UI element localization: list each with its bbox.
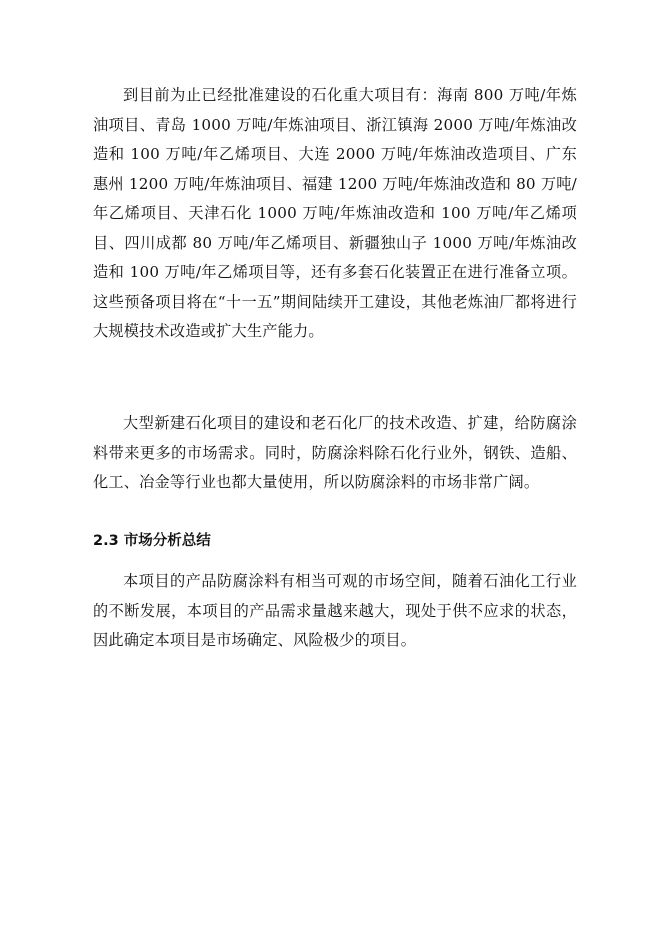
body-paragraph-approved-projects: 到目前为止已经批准建设的石化重大项目有：海南 800 万吨/年炼油项目、青岛 1000 万吨/年炼油项目、浙江镇海 2000 万吨/年炼油改造和 100 万吨/年乙烯项目、大连 2000 万吨/年炼油改造项目、广东惠州 1200 万吨/年炼油项目、福建 1200 万吨/年炼油改造和 80 万吨/年乙烯项目、天津石化 1000 万吨/年炼油改造和 100 万吨/年乙烯项目、四川成都 80 万吨/年乙烯项目、新疆独山子 1000 万吨/年炼油改造和 100 万吨/年乙烯项目等，还有多套石化装置正在进行准备立项。这些预备项目将在“十一五”期间陆续开工建设，其他老炼油厂都将进行大规模技术改造或扩大生产能力。	[93, 86, 577, 340]
section-heading: 2.3 市场分析总结	[93, 533, 211, 549]
body-paragraph-market-summary: 本项目的产品防腐涂料有相当可观的市场空间，随着石油化工行业的不断发展，本项目的产品需求量越来越大，现处于供不应求的状态，因此确定本项目是市场确定、风险极少的项目。	[93, 572, 577, 649]
body-paragraph-market-demand: 大型新建石化项目的建设和老石化厂的技术改造、扩建，给防腐涂料带来更多的市场需求。同时，防腐涂料除石化行业外，钢铁、造船、化工、冶金等行业也都大量使用，所以防腐涂料的市场非常广阔。	[93, 414, 577, 491]
